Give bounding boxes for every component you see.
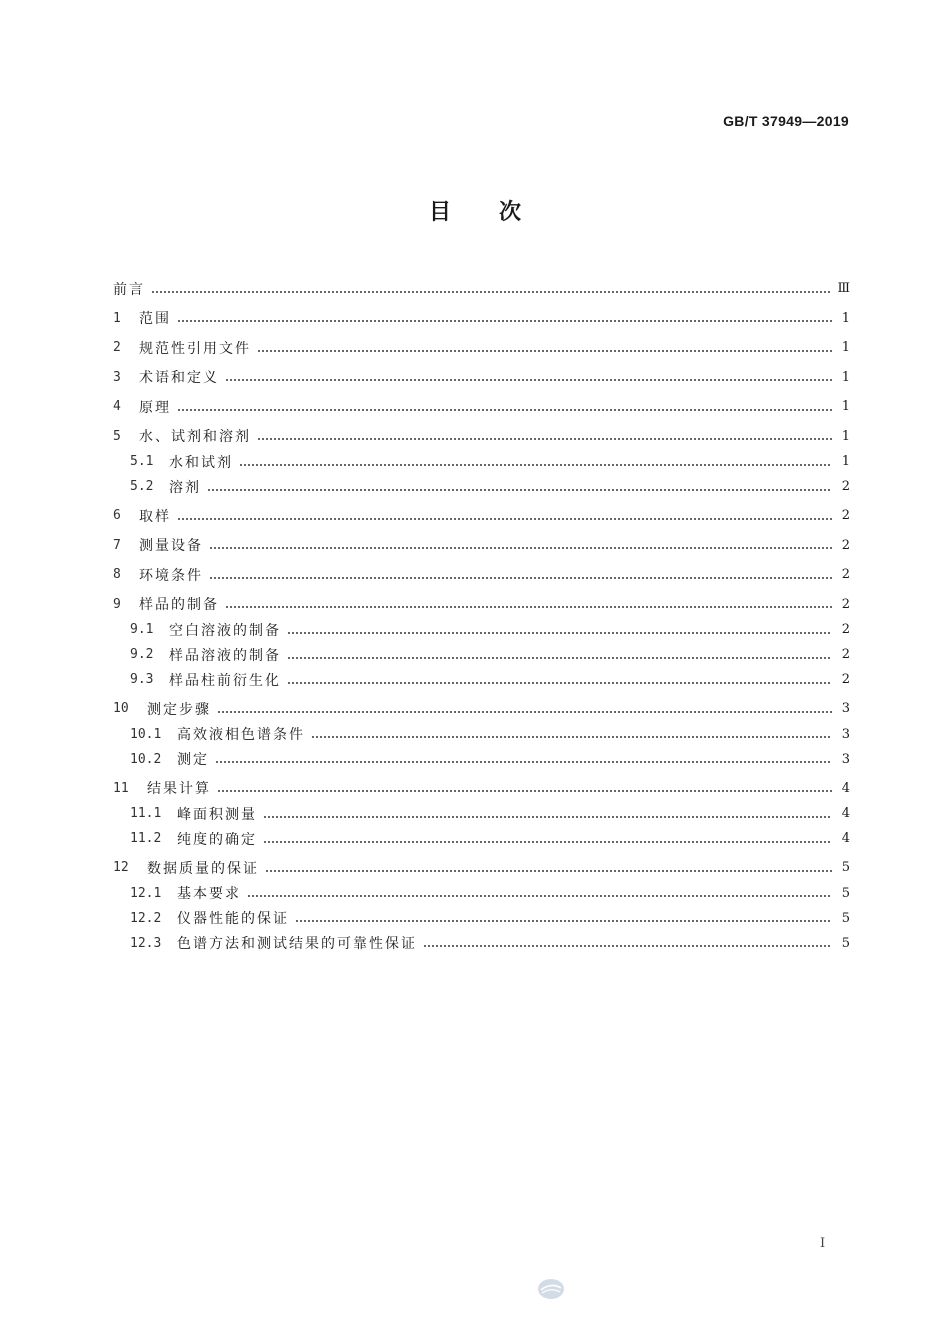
dot-leader [209,577,832,579]
toc-entry[interactable] [113,667,850,692]
toc-entry[interactable] [113,801,850,826]
dot-leader [217,790,832,792]
toc-entry-number: 10 [113,701,129,717]
dot-leader [177,409,832,411]
toc-entry-page: 2 [841,508,850,524]
toc-entry-page: 5 [841,860,850,876]
toc-entry[interactable] [113,365,850,391]
toc-entry-label: 纯度的确定 [177,831,257,848]
toc-entry-number: 5.2 [130,479,154,494]
toc-entry[interactable] [113,474,850,499]
toc-entry-page: 1 [841,340,850,356]
toc-entry[interactable] [113,826,850,851]
toc-entry-number: 10.1 [130,726,162,742]
toc-entry-page: 4 [841,831,850,846]
toc-entry-page: 3 [841,726,850,742]
toc-entry[interactable] [113,335,850,361]
toc-entry-page: 1 [841,454,850,469]
toc-entry-label: 峰面积测量 [177,806,257,823]
dot-leader [209,547,832,549]
toc-entry[interactable] [113,722,850,747]
toc-entry-number: 12.2 [130,910,162,926]
toc-entry-number: 4 [113,399,121,415]
toc-entry-label: 测定步骤 [147,701,211,718]
dot-leader [217,711,832,713]
toc-entry-label: 术语和定义 [139,370,219,387]
toc-entry-number: 2 [113,340,121,356]
toc-entry-label: 结果计算 [147,781,211,798]
toc-entry-number: 1 [113,310,121,326]
toc-entry-number: 3 [113,369,121,385]
dot-leader [247,895,832,897]
toc-entry-number: 9 [113,596,121,612]
toc-entry-number: 9.3 [130,672,154,687]
toc-entry[interactable] [113,306,850,332]
dot-leader [263,816,832,818]
toc-entry-label: 范围 [139,311,171,328]
dot-leader [239,464,832,466]
toc-entry-page: 1 [841,399,850,415]
dot-leader [287,657,832,659]
toc-entry[interactable] [113,276,850,302]
toc-entry-number: 12.3 [130,935,162,951]
toc-entry[interactable] [113,881,850,906]
toc-entry-label: 样品溶液的制备 [169,647,281,664]
toc-entry-number: 11 [113,780,129,796]
toc-entry-number: 6 [113,508,121,524]
toc-entry[interactable] [113,394,850,420]
toc-entry-number: 10.2 [130,751,162,767]
page-number: I [820,1236,826,1251]
toc-entry-page: 2 [841,567,850,583]
sac-logo-icon [537,1278,565,1300]
toc-entry-label: 样品的制备 [139,597,219,614]
toc-entry[interactable] [113,931,850,956]
toc-entry[interactable] [113,906,850,931]
toc-entry-page: 4 [841,806,850,821]
toc-entry[interactable] [113,562,850,588]
dot-leader [257,438,832,440]
toc-entry-label: 水和试剂 [169,454,233,471]
toc-entry-number: 11.2 [130,831,162,846]
toc-entry-page: 3 [841,751,850,767]
toc-entry-label: 样品柱前衍生化 [169,672,281,689]
toc-entry-page: 5 [841,885,850,901]
dot-leader [151,291,832,293]
page-title: 目次 [428,200,569,225]
toc-entry-label: 色谱方法和测试结果的可靠性保证 [177,936,417,952]
toc-entry-label: 基本要求 [177,886,241,902]
toc-entry-number: 11.1 [130,806,162,821]
toc-entry-number: 7 [113,537,121,553]
dot-leader [311,736,832,738]
toc-entry-number: 12 [113,860,129,876]
toc-entry[interactable] [113,696,850,722]
toc-entry[interactable] [113,424,850,450]
toc-entry-label: 溶剂 [169,479,201,496]
dot-leader [423,945,832,947]
toc-entry-page: 2 [841,537,850,553]
toc-entry-label: 数据质量的保证 [147,860,259,877]
toc-entry[interactable] [113,855,850,881]
toc-entry-label: 前言 [113,281,145,298]
toc-entry-page: 1 [841,428,850,444]
dot-leader [215,761,832,763]
toc-entry-number: 5 [113,428,121,444]
toc-entry-label: 仪器性能的保证 [177,911,289,927]
toc-entry-number: 9.1 [130,622,154,637]
dot-leader [295,920,832,922]
toc-entry-label: 取样 [139,508,171,525]
toc-entry-page: 1 [841,369,850,385]
toc-entry-number: 9.2 [130,647,154,662]
toc-entry-number: 8 [113,567,121,583]
dot-leader [263,841,832,843]
toc-entry-page: 1 [841,310,850,326]
toc-entry-label: 测定 [177,752,209,768]
toc-entry-label: 原理 [139,399,171,416]
toc-entry-page: 5 [841,935,850,951]
toc-entry[interactable] [113,747,850,772]
dot-leader [257,350,832,352]
dot-leader [225,379,832,381]
toc-entry-label: 测量设备 [139,538,203,555]
dot-leader [207,489,832,491]
toc-entry[interactable] [113,592,850,618]
dot-leader [177,320,832,322]
toc-entry-page: 5 [841,910,850,926]
toc-entry-page: Ⅲ [837,281,850,297]
toc-entry-page: 2 [841,479,850,494]
toc-entry[interactable] [113,503,850,529]
dot-leader [287,682,832,684]
toc-entry[interactable] [113,642,850,667]
toc-entry[interactable] [113,776,850,802]
dot-leader [287,632,832,634]
toc-entry-page: 2 [841,647,850,662]
toc-entry-label: 高效液相色谱条件 [177,727,305,743]
toc-entry[interactable] [113,533,850,559]
toc-entry-page: 2 [841,596,850,612]
toc-entry-number: 12.1 [130,885,162,901]
dot-leader [265,870,832,872]
toc-entry-label: 规范性引用文件 [139,340,251,357]
toc-entry[interactable] [113,449,850,474]
toc-entry-page: 2 [841,622,850,637]
toc-entry-page: 4 [841,780,850,796]
toc-entry-page: 2 [841,672,850,687]
toc-entry[interactable] [113,617,850,642]
table-of-contents [113,272,850,956]
toc-entry-page: 3 [841,701,850,717]
dot-leader [177,518,832,520]
dot-leader [225,606,832,608]
toc-entry-label: 水、试剂和溶剂 [139,429,251,446]
toc-entry-number: 5.1 [130,454,154,469]
standard-code: GB/T 37949—2019 [723,113,849,129]
toc-entry-label: 环境条件 [139,567,203,584]
toc-entry-label: 空白溶液的制备 [169,622,281,639]
